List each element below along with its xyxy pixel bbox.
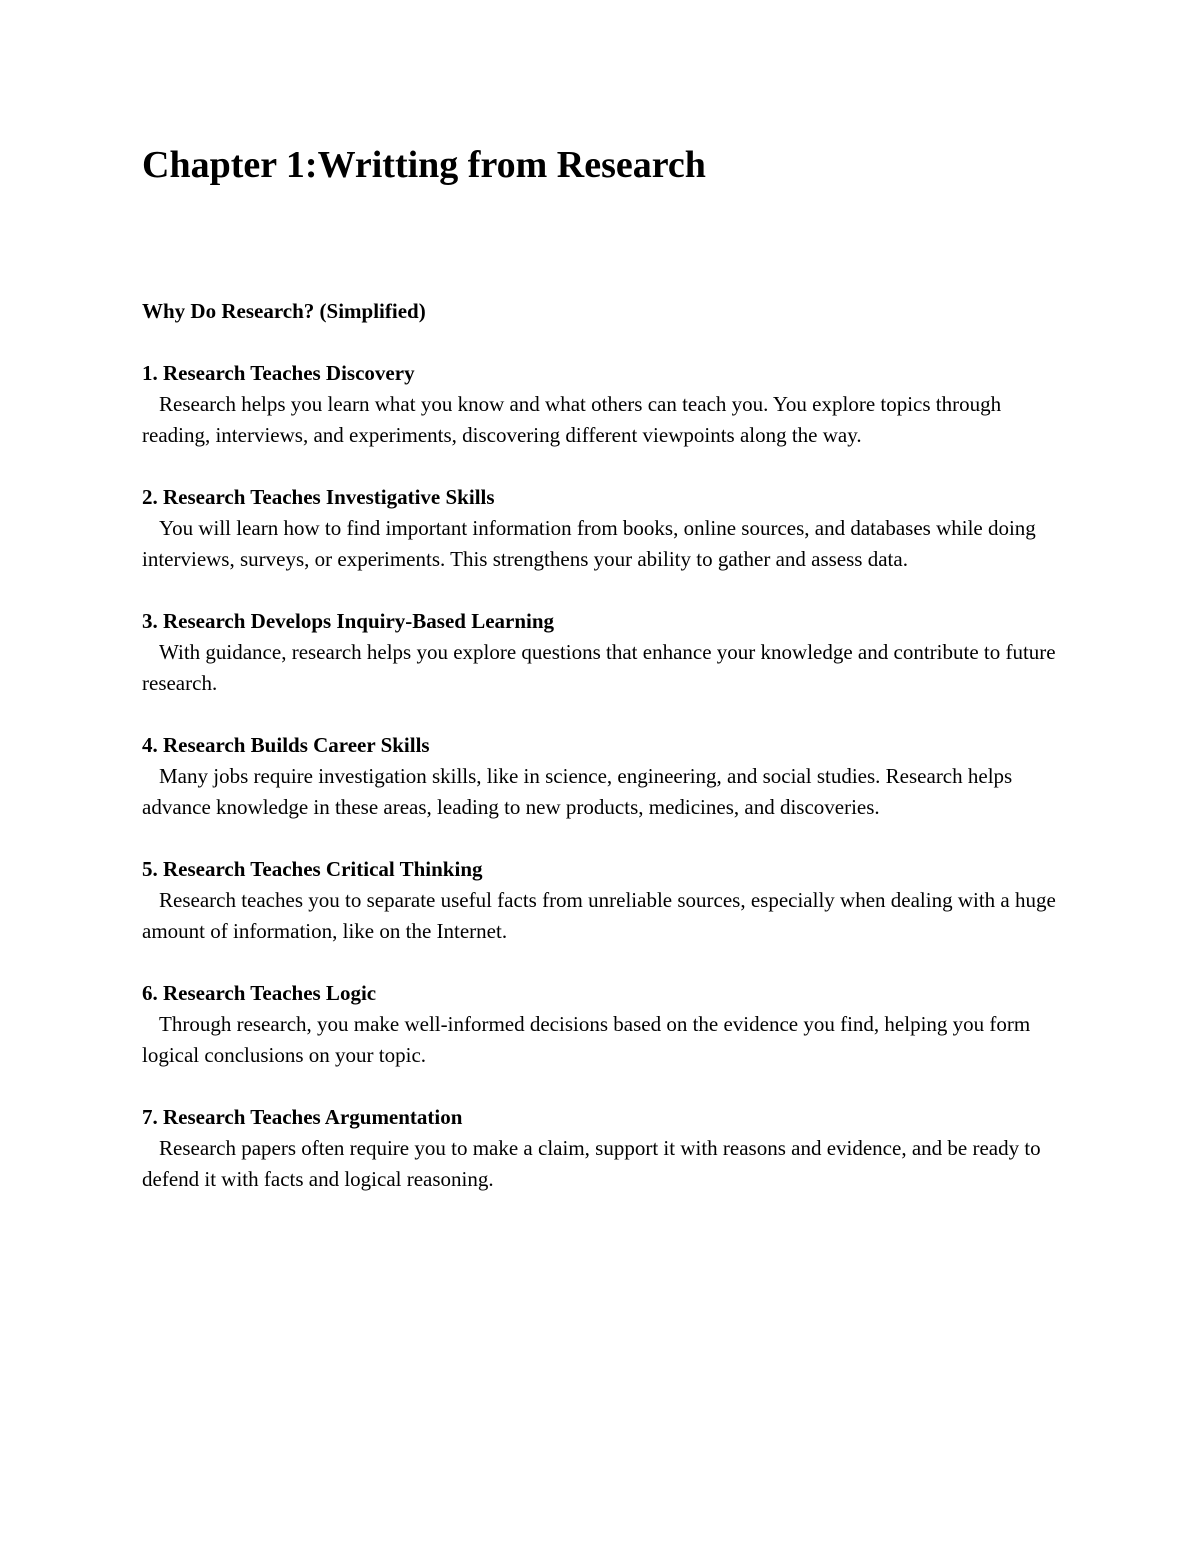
section-logic — [142, 978, 1072, 1071]
section-critical-thinking — [142, 854, 1072, 947]
document-body — [142, 296, 1072, 1226]
section-paragraph: You will learn how to find important information from books, online sources, and databases while doing interviews, surveys, or experiments. This strengthens your ability to gather and assess data. — [142, 516, 1036, 571]
section-paragraph: Research teaches you to separate useful facts from unreliable sources, especially when dealing with a huge amount of information, like on the Internet. — [142, 888, 1056, 943]
section-paragraph: Through research, you make well-informed decisions based on the evidence you find, helping you form logical conclusions on your topic. — [142, 1012, 1031, 1067]
section-investigative-skills — [142, 482, 1072, 575]
section-heading: 6. Research Teaches Logic — [142, 981, 377, 1005]
section-paragraph: Research helps you learn what you know and what others can teach you. You explore topics through reading, interviews, and experiments, discovering different viewpoints along the way. — [142, 392, 1002, 447]
section-heading: 3. Research Develops Inquiry-Based Learning — [142, 609, 555, 633]
section-paragraph: Many jobs require investigation skills, like in science, engineering, and social studies. Research helps advance knowledge in these areas, leading to new products, medicines, and discoveries. — [142, 764, 1013, 819]
section-heading: 2. Research Teaches Investigative Skills — [142, 485, 495, 509]
section-career-skills — [142, 730, 1072, 823]
section-heading: 5. Research Teaches Critical Thinking — [142, 857, 483, 881]
section-discovery — [142, 358, 1072, 451]
section-subtitle: Why Do Research? (Simplified) — [142, 299, 426, 323]
page-title: Chapter 1:Writting from Research — [142, 144, 706, 186]
section-argumentation — [142, 1102, 1072, 1195]
section-heading: 7. Research Teaches Argumentation — [142, 1105, 463, 1129]
section-heading: 4. Research Builds Career Skills — [142, 733, 430, 757]
section-paragraph: Research papers often require you to make a claim, support it with reasons and evidence, and be ready to defend it with facts and logical reasoning. — [142, 1136, 1041, 1191]
section-paragraph: With guidance, research helps you explore questions that enhance your knowledge and contribute to future research. — [142, 640, 1056, 695]
section-heading: 1. Research Teaches Discovery — [142, 361, 415, 385]
section-inquiry-based-learning — [142, 606, 1072, 699]
